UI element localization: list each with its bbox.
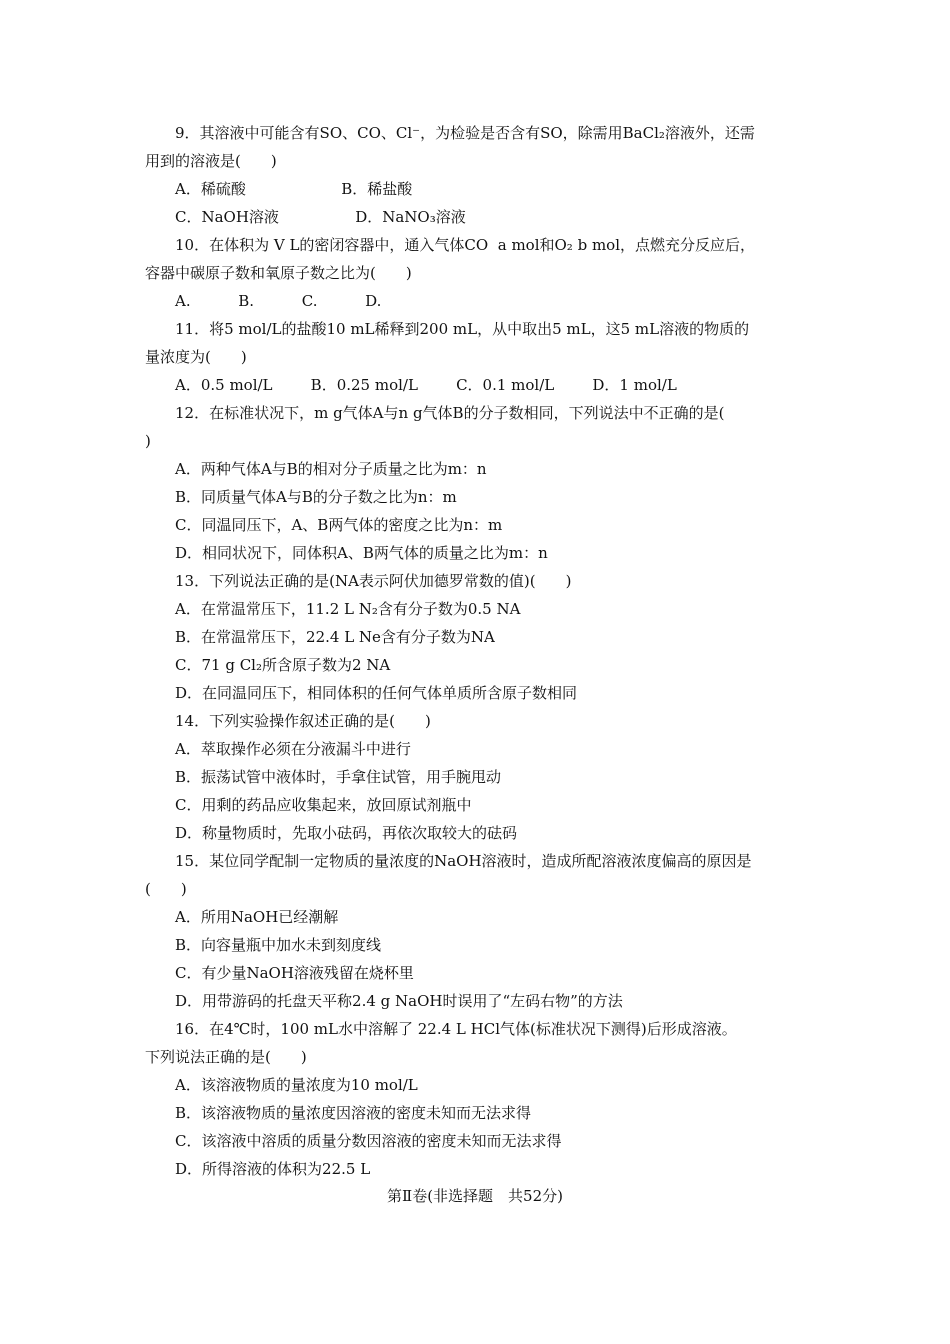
question-12-stem-line-1: 12．在标准状况下，m g气体A与n g气体B的分子数相同，下列说法中不正确的是( — [175, 404, 725, 422]
question-14-stem: 14．下列实验操作叙述正确的是( ) — [175, 712, 431, 730]
question-12-option-d: D．相同状况下，同体积A、B两气体的质量之比为m：n — [175, 544, 548, 562]
question-14-option-a: A．萃取操作必须在分液漏斗中进行 — [175, 740, 411, 758]
question-16-option-d: D．所得溶液的体积为22.5 L — [175, 1160, 371, 1178]
question-14-option-d: D．称量物质时，先取小砝码，再依次取较大的砝码 — [175, 824, 518, 842]
question-9-options-ab: A．稀硫酸 B．稀盐酸 — [175, 180, 413, 198]
section-title: 第Ⅱ卷(非选择题 共52分) — [387, 1187, 563, 1205]
question-11-stem-line-1: 11．将5 mol/L的盐酸10 mL稀释到200 mL，从中取出5 mL，这5 mL溶液的物质的 — [175, 320, 750, 338]
question-15-option-a: A．所用NaOH已经潮解 — [175, 908, 339, 926]
question-12-option-c: C．同温同压下，A、B两气体的密度之比为n：m — [175, 516, 503, 534]
question-13-option-a: A．在常温常压下，11.2 L N₂含有分子数为0.5 NA — [175, 600, 521, 618]
question-13-stem: 13．下列说法正确的是(NA表示阿伏加德罗常数的值)( ) — [175, 572, 572, 590]
question-10-stem-line-1: 10．在体积为 V L的密闭容器中，通入气体CO a mol和O₂ b mol，点燃充分反应后， — [175, 236, 755, 254]
question-16-stem-line-2: 下列说法正确的是( ) — [145, 1048, 307, 1066]
question-13-option-b: B．在常温常压下，22.4 L Ne含有分子数为NA — [175, 628, 495, 646]
question-9-stem-line-2: 用到的溶液是( ) — [145, 152, 277, 170]
question-11-options: A．0.5 mol/L B．0.25 mol/L C．0.1 mol/L D．1 mol/L — [175, 376, 677, 394]
question-14-option-b: B．振荡试管中液体时，手拿住试管，用手腕甩动 — [175, 768, 502, 786]
question-15-option-c: C．有少量NaOH溶液残留在烧杯里 — [175, 964, 414, 982]
question-9-options-cd: C．NaOH溶液 D．NaNO₃溶液 — [175, 208, 466, 226]
question-14-option-c: C．用剩的药品应收集起来，放回原试剂瓶中 — [175, 796, 472, 814]
question-15-option-b: B．向容量瓶中加水未到刻度线 — [175, 936, 382, 954]
question-12-option-b: B．同质量气体A与B的分子数之比为n：m — [175, 488, 457, 506]
question-9-stem-line-1: 9．其溶液中可能含有SO、CO、Cl⁻，为检验是否含有SO，除需用BaCl₂溶液外，还需 — [175, 124, 755, 142]
question-11-stem-line-2: 量浓度为( ) — [145, 348, 247, 366]
question-16-option-c: C．该溶液中溶质的质量分数因溶液的密度未知而无法求得 — [175, 1132, 562, 1150]
question-13-option-c: C．71 g Cl₂所含原子数为2 NA — [175, 656, 391, 674]
question-13-option-d: D．在同温同压下，相同体积的任何气体单质所含原子数相同 — [175, 684, 578, 702]
question-10-stem-line-2: 容器中碳原子数和氧原子数之比为( ) — [145, 264, 412, 282]
question-16-option-a: A．该溶液物质的量浓度为10 mol/L — [175, 1076, 418, 1094]
question-16-stem-line-1: 16．在4℃时，100 mL水中溶解了 22.4 L HCl气体(标准状况下测得)后形成溶液。 — [175, 1020, 737, 1038]
question-10-options: A. B. C. D. — [175, 292, 382, 310]
question-12-stem-line-2: ) — [145, 432, 151, 450]
question-16-option-b: B．该溶液物质的量浓度因溶液的密度未知而无法求得 — [175, 1104, 532, 1122]
question-15-option-d: D．用带游码的托盘天平称2.4 g NaOH时误用了“左码右物”的方法 — [175, 992, 623, 1010]
question-15-stem-line-1: 15．某位同学配制一定物质的量浓度的NaOH溶液时，造成所配溶液浓度偏高的原因是 — [175, 852, 752, 870]
question-15-stem-line-2: ( ) — [145, 880, 187, 898]
question-12-option-a: A．两种气体A与B的相对分子质量之比为m：n — [175, 460, 487, 478]
